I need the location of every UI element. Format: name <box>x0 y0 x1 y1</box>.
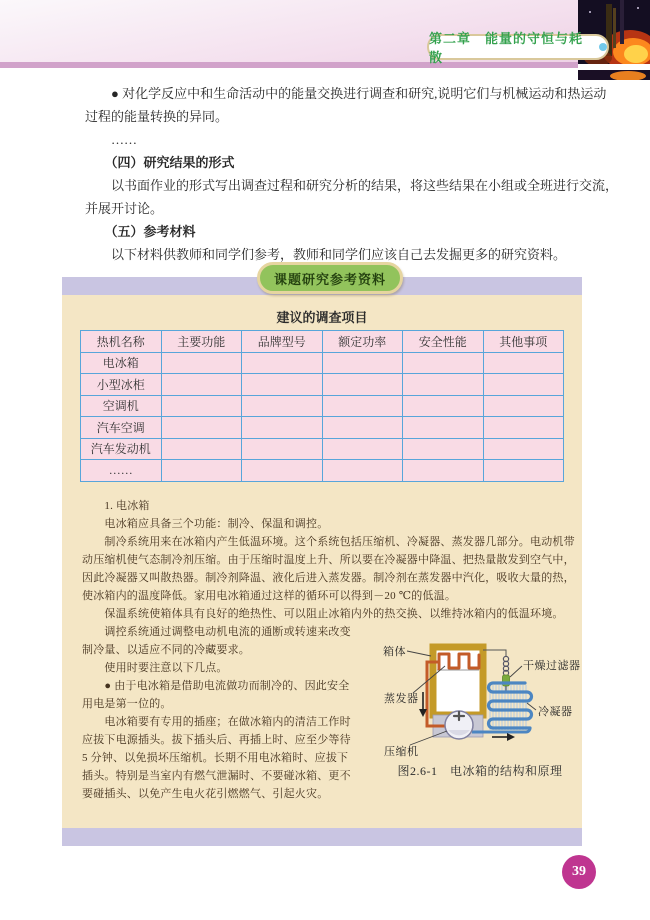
table-cell-empty <box>403 460 484 482</box>
page-number: 39 <box>572 864 586 879</box>
table-cell-empty <box>322 417 403 439</box>
table-cell-empty <box>242 417 323 439</box>
table-cell-empty <box>403 438 484 460</box>
table-cell-empty <box>483 460 564 482</box>
table-cell-empty <box>403 395 484 417</box>
table-row <box>81 374 564 396</box>
table-cell-empty <box>483 374 564 396</box>
page-number-badge <box>562 855 596 889</box>
table-cell-empty <box>322 438 403 460</box>
compressor-label: 压缩机 <box>384 746 419 758</box>
article-line: 保温系统使箱体具有良好的绝热性、可以阻止冰箱内外的热交换、以维持冰箱内的低温环境。 <box>82 608 564 620</box>
article-line: 因此冷凝器又叫散热器。制冷剂降温、液化后进入蒸发器。制冷剂在蒸发器中汽化，吸收大量的热， <box>82 572 575 584</box>
chapter-title: 第二章 能量的守恒与耗散 <box>429 31 584 65</box>
body-text <box>85 82 619 266</box>
table-cell-empty <box>483 352 564 374</box>
table-cell-empty <box>242 438 323 460</box>
table-cell-empty <box>483 438 564 460</box>
article-line: 要碰插头、以免产生电火花引燃燃气、引起火灾。 <box>82 788 329 800</box>
column-header: 品牌型号 <box>242 331 323 353</box>
table-row <box>81 352 564 374</box>
reference-materials-banner <box>257 262 403 294</box>
table-cell-empty <box>161 438 242 460</box>
survey-table <box>80 330 564 482</box>
body-line: 过程的能量转换的异同。 <box>85 109 229 124</box>
evaporator-label: 蒸发器 <box>384 693 419 705</box>
table-row <box>81 395 564 417</box>
article-line: 1. 电冰箱 <box>82 500 150 512</box>
table-cell-empty <box>322 352 403 374</box>
body-line: …… <box>85 132 138 147</box>
article-line: 电冰箱应具备三个功能：制冷、保温和调控。 <box>82 518 329 530</box>
chapter-pill <box>427 31 609 65</box>
row-label: 小型冰柜 <box>81 374 162 396</box>
row-label: 空调机 <box>81 395 162 417</box>
row-label: 汽车空调 <box>81 417 162 439</box>
article-line: 使用时要注意以下几点。 <box>82 662 228 674</box>
article-line: 使冰箱内的温度降低。家用电冰箱通过这样的循环可以得到－20 ℃的低温。 <box>82 590 457 602</box>
table-row <box>81 460 564 482</box>
drier-filter-label: 干燥过滤器 <box>523 660 581 672</box>
table-cell-empty <box>483 417 564 439</box>
condenser-label: 冷凝器 <box>538 706 573 718</box>
table-row <box>81 417 564 439</box>
section-heading-4: （四）研究结果的形式 <box>85 155 235 170</box>
body-line: ● 对化学反应中和生命活动中的能量交换进行调查和研究,说明它们与机械运动和热运动 <box>85 86 607 101</box>
table-cell-empty <box>322 374 403 396</box>
panel-bottom-strip <box>62 828 582 846</box>
table-cell-empty <box>161 417 242 439</box>
table-cell-empty <box>403 352 484 374</box>
table-cell-empty <box>161 352 242 374</box>
table-cell-empty <box>242 374 323 396</box>
table-header-row <box>81 331 564 353</box>
table-cell-empty <box>242 352 323 374</box>
column-header: 热机名称 <box>81 331 162 353</box>
table-cell-empty <box>483 395 564 417</box>
table-row <box>81 438 564 460</box>
refrigerator-diagram <box>380 640 582 812</box>
article-line: 应拔下电源插头。拔下插头后、再插上时、应至少等待 <box>82 734 351 746</box>
article-line: 调控系统通过调整电动机电流的通断或转速来改变 <box>82 626 351 638</box>
article-line: 制冷量、以适应不同的冷藏要求。 <box>82 644 250 656</box>
table-cell-empty <box>403 374 484 396</box>
article-line: 动压缩机使气态制冷剂压缩。由于压缩时温度上升、所以要在冷凝器中降温、把热量散发到空气中， <box>82 554 575 566</box>
table-cell-empty <box>242 395 323 417</box>
row-label: …… <box>81 460 162 482</box>
reference-materials-label: 课题研究参考资料 <box>273 271 386 287</box>
column-header: 其他事项 <box>483 331 564 353</box>
table-cell-empty <box>322 395 403 417</box>
body-line: 并展开讨论。 <box>85 201 164 216</box>
article-line: 制冷系统用来在冰箱内产生低温环境。这个系统包括压缩机、冷凝器、蒸发器几部分。电动机带 <box>82 536 575 548</box>
article-line: 电冰箱要有专用的插座；在做冰箱内的清洁工作时 <box>82 716 351 728</box>
column-header: 主要功能 <box>161 331 242 353</box>
row-label: 电冰箱 <box>81 352 162 374</box>
article-line: 5 分钟、以免损坏压缩机。长期不用电冰箱时、应拔下 <box>82 752 349 764</box>
table-cell-empty <box>403 417 484 439</box>
table-title: 建议的调查项目 <box>276 310 368 325</box>
body-line: 以下材料供教师和同学们参考，教师和同学们应该自己去发掘更多的研究资料。 <box>85 247 567 262</box>
table-cell-empty <box>161 395 242 417</box>
table-cell-empty <box>161 460 242 482</box>
section-heading-5: （五）参考材料 <box>85 224 196 239</box>
article-line: ● 由于电冰箱是借助电流做功而制冷的、因此安全 <box>82 680 350 692</box>
article-line: 插头。特别是当室内有燃气泄漏时、不要碰冰箱、更不 <box>82 770 351 782</box>
article-line: 用电是第一位的。 <box>82 698 172 710</box>
row-label: 汽车发动机 <box>81 438 162 460</box>
figure-caption: 图2.6-1 电冰箱的结构和原理 <box>397 764 563 778</box>
column-header: 安全性能 <box>403 331 484 353</box>
table-cell-empty <box>242 460 323 482</box>
cabinet-label: 箱体 <box>383 646 406 658</box>
table-cell-empty <box>161 374 242 396</box>
column-header: 额定功率 <box>322 331 403 353</box>
table-cell-empty <box>322 460 403 482</box>
body-line: 以书面作业的形式写出调查过程和研究分析的结果，将这些结果在小组或全班进行交流， <box>85 178 619 193</box>
chapter-dot-icon <box>599 43 607 51</box>
